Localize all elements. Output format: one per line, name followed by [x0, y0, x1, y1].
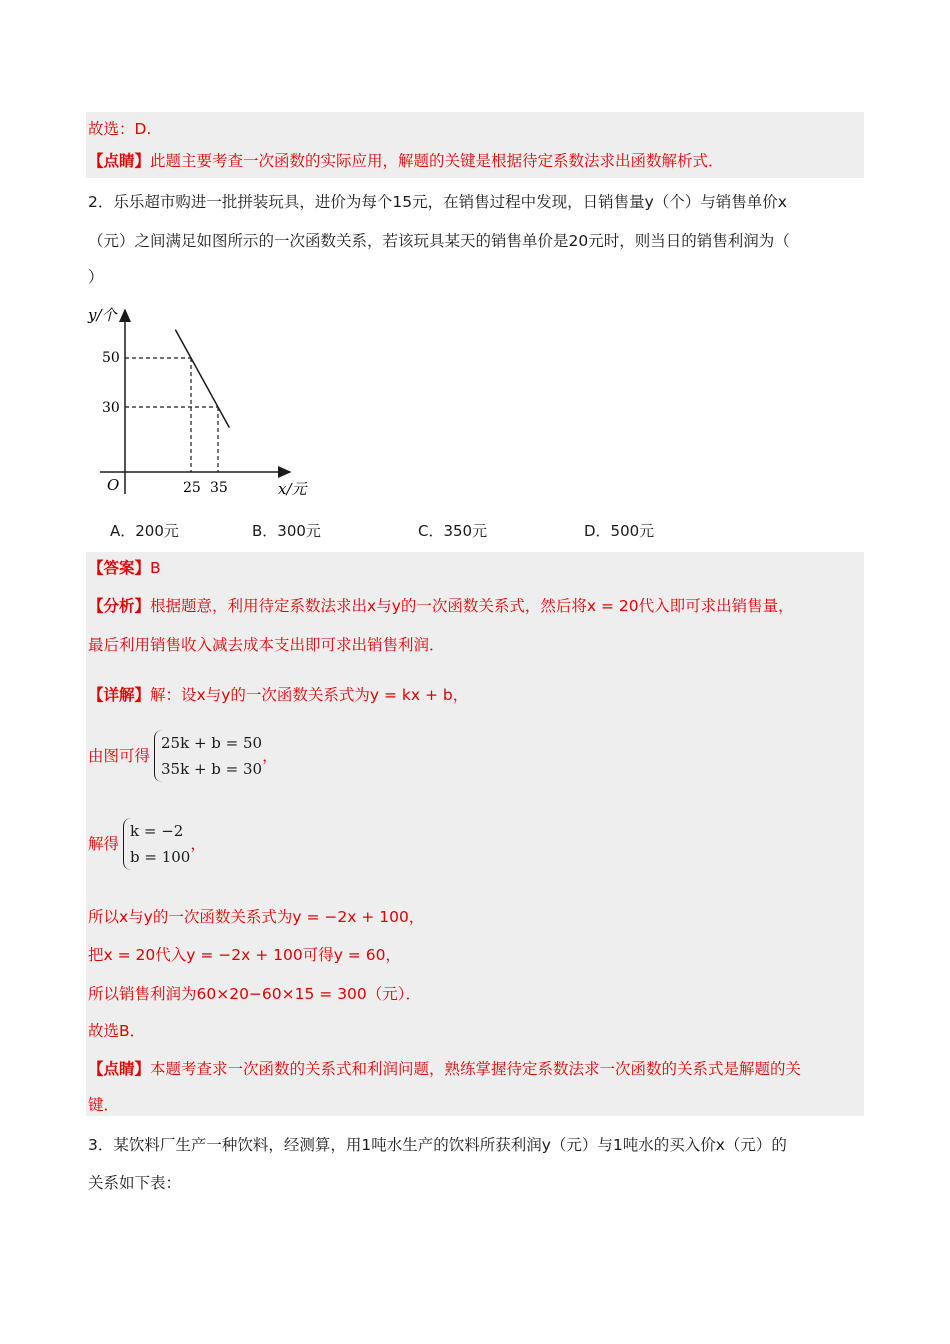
from-graph-label: 由图可得 — [88, 747, 151, 765]
answer-line — [88, 557, 161, 579]
prev-dianjing-text: 此题主要考查一次函数的实际应用，解题的关键是根据待定系数法求出函数解析式． — [150, 152, 724, 170]
x-tick-25: 25 — [183, 480, 201, 496]
solve-label: 解得 — [88, 835, 120, 853]
substitute-line: 把x = 20代入y = −2x + 100可得y = 60， — [88, 946, 401, 964]
y-axis-label: y/个 — [88, 306, 117, 324]
answer-tag: 【答案】 — [88, 559, 151, 577]
dianjing-line2: 键． — [88, 1096, 120, 1114]
y-tick-30: 30 — [102, 400, 120, 416]
system1-eq2: 35k + b = 30 — [161, 760, 263, 778]
dianjing-line1 — [88, 1058, 801, 1080]
option-b[interactable]: B．300元 — [252, 522, 321, 540]
system2-comma: ， — [190, 835, 206, 853]
system2-eq1: k = −2 — [130, 822, 184, 840]
q2-stem-line1: 2．乐乐超市购进一批拼装玩具，进价为每个15元，在销售过程中发现，日销售量y（个）与销售单价x — [88, 193, 787, 211]
system2-eq2: b = 100 — [130, 848, 191, 866]
detail-intro: 解：设x与y的一次函数关系式为y = kx + b， — [150, 686, 469, 704]
q2-stem-line3: ） — [88, 268, 104, 286]
analysis-line1 — [88, 595, 794, 617]
dianjing-tag: 【点睛】 — [88, 1060, 151, 1078]
system1-eq1: 25k + b = 50 — [161, 734, 263, 752]
function-line — [175, 330, 229, 428]
origin-label: O — [107, 476, 120, 494]
conclusion-line: 故选B． — [88, 1022, 146, 1040]
q2-stem-line2: （元）之间满足如图所示的一次函数关系，若该玩具某天的销售单价是20元时，则当日的销售利润为（ — [88, 232, 790, 250]
q2-graph — [80, 298, 320, 508]
x-tick-35: 35 — [210, 480, 228, 496]
profit-line: 所以销售利润为60×20−60×15 = 300（元）． — [88, 985, 422, 1003]
detail-line — [88, 684, 468, 706]
dianjing-text1: 本题考查求一次函数的关系式和利润问题，熟练掌握待定系数法求一次函数的关系式是解题的关 — [150, 1060, 802, 1078]
prev-conclusion: 故选：D. — [88, 120, 152, 138]
option-a[interactable]: A．200元 — [110, 522, 179, 540]
detail-tag: 【详解】 — [88, 686, 151, 704]
option-d[interactable]: D．500元 — [584, 522, 655, 540]
prev-dianjing — [88, 150, 724, 172]
system1-line — [88, 730, 278, 782]
answer-value: B — [150, 559, 161, 577]
system1-comma: ， — [262, 747, 278, 765]
q3-line2: 关系如下表： — [88, 1174, 182, 1192]
system2-brace — [123, 818, 190, 870]
analysis-text1: 根据题意，利用待定系数法求出x与y的一次函数关系式，然后将x = 20代入即可求出销售量， — [150, 597, 794, 615]
prev-dianjing-tag: 【点睛】 — [88, 152, 151, 170]
y-tick-50: 50 — [102, 350, 120, 366]
x-axis-label: x/元 — [278, 480, 307, 498]
relation-line: 所以x与y的一次函数关系式为y = −2x + 100， — [88, 908, 425, 926]
system2-line — [88, 818, 206, 870]
analysis-tag: 【分析】 — [88, 597, 151, 615]
system1-brace — [154, 730, 262, 782]
analysis-line2: 最后利用销售收入减去成本支出即可求出销售利润． — [88, 636, 445, 654]
option-c[interactable]: C．350元 — [418, 522, 488, 540]
q3-line1: 3．某饮料厂生产一种饮料，经测算，用1吨水生产的饮料所获利润y（元）与1吨水的买入价x（元）的 — [88, 1136, 787, 1154]
